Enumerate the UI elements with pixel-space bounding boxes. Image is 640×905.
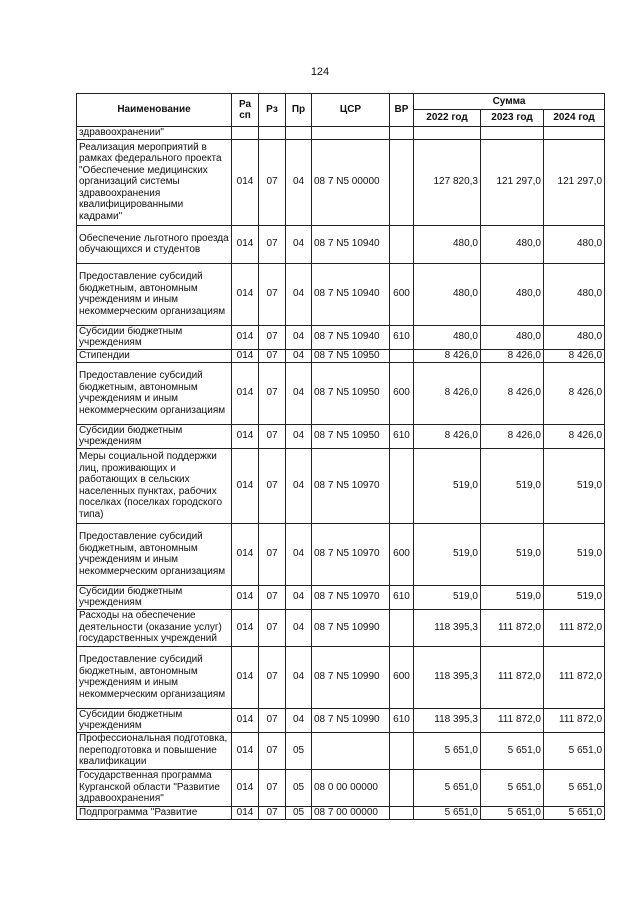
row-pr: 04 xyxy=(286,708,312,732)
row-sum-2022: 519,0 xyxy=(414,585,481,609)
row-rasp: 014 xyxy=(232,732,259,769)
row-sum-2023 xyxy=(481,127,544,140)
row-sum-2023: 111 872,0 xyxy=(481,708,544,732)
row-name: Предоставление субсидий бюджетным, автономным учреждениям и иным некоммерческим организациям xyxy=(77,263,232,325)
row-sum-2022: 480,0 xyxy=(414,263,481,325)
row-sum-2024 xyxy=(544,127,605,140)
row-pr: 04 xyxy=(286,362,312,424)
row-name: Профессиональная подготовка, переподготовка и повышение квалификации xyxy=(77,732,232,769)
row-sum-2024: 8 426,0 xyxy=(544,349,605,362)
row-sum-2024: 519,0 xyxy=(544,585,605,609)
row-csr: 08 7 N5 10970 xyxy=(312,523,390,585)
row-sum-2022: 118 395,3 xyxy=(414,646,481,708)
row-sum-2023: 5 651,0 xyxy=(481,769,544,806)
row-csr: 08 0 00 00000 xyxy=(312,769,390,806)
header-rz: Рз xyxy=(259,94,286,127)
row-sum-2022: 519,0 xyxy=(414,523,481,585)
row-name: Предоставление субсидий бюджетным, автономным учреждениям и иным некоммерческим организациям xyxy=(77,523,232,585)
row-sum-2022: 519,0 xyxy=(414,448,481,523)
row-csr: 08 7 N5 10990 xyxy=(312,708,390,732)
row-rz: 07 xyxy=(259,349,286,362)
row-csr: 08 7 N5 10940 xyxy=(312,225,390,263)
row-rasp: 014 xyxy=(232,362,259,424)
row-sum-2023: 8 426,0 xyxy=(481,349,544,362)
row-sum-2024: 480,0 xyxy=(544,263,605,325)
row-csr xyxy=(312,732,390,769)
row-sum-2024: 519,0 xyxy=(544,523,605,585)
row-vr xyxy=(390,806,414,819)
row-pr: 04 xyxy=(286,263,312,325)
row-csr: 08 7 N5 10950 xyxy=(312,424,390,448)
row-rasp: 014 xyxy=(232,325,259,349)
row-vr: 600 xyxy=(390,362,414,424)
row-csr: 08 7 N5 10940 xyxy=(312,325,390,349)
row-csr: 08 7 N5 10970 xyxy=(312,585,390,609)
row-vr: 610 xyxy=(390,325,414,349)
row-sum-2024: 519,0 xyxy=(544,448,605,523)
row-csr: 08 7 N5 10950 xyxy=(312,349,390,362)
row-name: Реализация мероприятий в рамках федерального проекта "Обеспечение медицинских организаций системы здравоохранения квалифицированными кадрами" xyxy=(77,139,232,225)
row-sum-2024: 5 651,0 xyxy=(544,769,605,806)
row-rz: 07 xyxy=(259,769,286,806)
row-sum-2023: 121 297,0 xyxy=(481,139,544,225)
row-name: Меры социальной поддержки лиц, проживающих и работающих в сельских населенных пунктах, рабочих поселках (поселках городского типа) xyxy=(77,448,232,523)
row-pr: 04 xyxy=(286,225,312,263)
row-sum-2022: 5 651,0 xyxy=(414,806,481,819)
row-vr xyxy=(390,769,414,806)
row-sum-2023: 519,0 xyxy=(481,448,544,523)
row-rasp: 014 xyxy=(232,609,259,646)
row-rz: 07 xyxy=(259,585,286,609)
row-sum-2022: 480,0 xyxy=(414,325,481,349)
row-vr xyxy=(390,127,414,140)
table-row xyxy=(77,448,605,523)
row-rasp: 014 xyxy=(232,139,259,225)
row-sum-2024: 480,0 xyxy=(544,325,605,349)
row-sum-2023: 5 651,0 xyxy=(481,806,544,819)
row-rz: 07 xyxy=(259,325,286,349)
table-body xyxy=(77,127,605,820)
row-sum-2023: 111 872,0 xyxy=(481,609,544,646)
table-row xyxy=(77,732,605,769)
row-sum-2024: 480,0 xyxy=(544,225,605,263)
row-sum-2023: 519,0 xyxy=(481,523,544,585)
row-csr xyxy=(312,127,390,140)
row-rz: 07 xyxy=(259,609,286,646)
row-pr: 04 xyxy=(286,424,312,448)
row-csr: 08 7 N5 00000 xyxy=(312,139,390,225)
header-pr: Пр xyxy=(286,94,312,127)
row-csr: 08 7 N5 10950 xyxy=(312,362,390,424)
row-rasp: 014 xyxy=(232,523,259,585)
table-row xyxy=(77,585,605,609)
row-rasp: 014 xyxy=(232,769,259,806)
row-pr: 04 xyxy=(286,609,312,646)
row-sum-2024: 111 872,0 xyxy=(544,646,605,708)
row-vr: 610 xyxy=(390,585,414,609)
row-pr: 05 xyxy=(286,806,312,819)
row-sum-2024: 5 651,0 xyxy=(544,732,605,769)
row-rz: 07 xyxy=(259,806,286,819)
row-vr xyxy=(390,139,414,225)
row-pr: 04 xyxy=(286,448,312,523)
row-rasp xyxy=(232,127,259,140)
row-rz: 07 xyxy=(259,523,286,585)
row-sum-2024: 111 872,0 xyxy=(544,708,605,732)
row-rz: 07 xyxy=(259,732,286,769)
table-row xyxy=(77,424,605,448)
row-vr: 610 xyxy=(390,708,414,732)
budget-table xyxy=(76,93,605,820)
row-pr: 04 xyxy=(286,646,312,708)
row-sum-2023: 480,0 xyxy=(481,225,544,263)
row-pr: 04 xyxy=(286,139,312,225)
row-sum-2022: 127 820,3 xyxy=(414,139,481,225)
row-name: Субсидии бюджетным учреждениям xyxy=(77,325,232,349)
header-year-2022: 2022 год xyxy=(414,110,481,127)
row-sum-2023: 480,0 xyxy=(481,263,544,325)
row-sum-2024: 111 872,0 xyxy=(544,609,605,646)
table-row xyxy=(77,225,605,263)
row-sum-2024: 8 426,0 xyxy=(544,362,605,424)
row-sum-2022 xyxy=(414,127,481,140)
row-vr: 600 xyxy=(390,263,414,325)
row-rasp: 014 xyxy=(232,646,259,708)
row-rz: 07 xyxy=(259,225,286,263)
row-name: Государственная программа Курганской области "Развитие здравоохранения" xyxy=(77,769,232,806)
row-sum-2022: 8 426,0 xyxy=(414,424,481,448)
row-sum-2023: 480,0 xyxy=(481,325,544,349)
row-name: Расходы на обеспечение деятельности (оказание услуг) государственных учреждений xyxy=(77,609,232,646)
row-rz: 07 xyxy=(259,362,286,424)
page-number: 124 xyxy=(310,66,330,78)
row-pr: 05 xyxy=(286,732,312,769)
row-sum-2023: 519,0 xyxy=(481,585,544,609)
row-vr xyxy=(390,225,414,263)
row-vr xyxy=(390,349,414,362)
header-vr: ВР xyxy=(390,94,414,127)
header-sum: Сумма xyxy=(414,94,605,110)
row-name: Обеспечение льготного проезда обучающихся и студентов xyxy=(77,225,232,263)
table-row xyxy=(77,609,605,646)
header-year-2023: 2023 год xyxy=(481,110,544,127)
header-csr: ЦСР xyxy=(312,94,390,127)
row-pr: 04 xyxy=(286,585,312,609)
row-csr: 08 7 N5 10970 xyxy=(312,448,390,523)
table-row xyxy=(77,139,605,225)
row-sum-2024: 8 426,0 xyxy=(544,424,605,448)
row-sum-2022: 5 651,0 xyxy=(414,769,481,806)
table-header xyxy=(77,94,605,127)
row-pr: 04 xyxy=(286,325,312,349)
header-name: Наименование xyxy=(77,94,232,127)
table-row xyxy=(77,806,605,819)
row-vr: 600 xyxy=(390,523,414,585)
row-pr xyxy=(286,127,312,140)
row-rz: 07 xyxy=(259,263,286,325)
row-sum-2024: 121 297,0 xyxy=(544,139,605,225)
row-name: Стипендии xyxy=(77,349,232,362)
row-vr xyxy=(390,448,414,523)
row-csr: 08 7 N5 10990 xyxy=(312,609,390,646)
table-row xyxy=(77,646,605,708)
header-year-2024: 2024 год xyxy=(544,110,605,127)
row-sum-2022: 480,0 xyxy=(414,225,481,263)
row-pr: 04 xyxy=(286,349,312,362)
row-csr: 08 7 00 00000 xyxy=(312,806,390,819)
row-name: Субсидии бюджетным учреждениям xyxy=(77,708,232,732)
row-rasp: 014 xyxy=(232,448,259,523)
row-rz: 07 xyxy=(259,448,286,523)
row-vr: 610 xyxy=(390,424,414,448)
row-vr: 600 xyxy=(390,646,414,708)
table-row xyxy=(77,263,605,325)
row-rasp: 014 xyxy=(232,225,259,263)
row-sum-2022: 118 395,3 xyxy=(414,609,481,646)
row-rz: 07 xyxy=(259,139,286,225)
row-name: здравоохранении" xyxy=(77,127,232,140)
row-vr xyxy=(390,609,414,646)
table-row xyxy=(77,523,605,585)
row-rasp: 014 xyxy=(232,806,259,819)
table-row xyxy=(77,127,605,140)
row-pr: 05 xyxy=(286,769,312,806)
row-sum-2022: 5 651,0 xyxy=(414,732,481,769)
row-rasp: 014 xyxy=(232,585,259,609)
table-row xyxy=(77,769,605,806)
row-rz: 07 xyxy=(259,424,286,448)
table-row xyxy=(77,708,605,732)
row-rasp: 014 xyxy=(232,263,259,325)
row-name: Подпрограмма "Развитие xyxy=(77,806,232,819)
row-rz xyxy=(259,127,286,140)
row-sum-2023: 8 426,0 xyxy=(481,424,544,448)
row-vr xyxy=(390,732,414,769)
row-sum-2022: 8 426,0 xyxy=(414,362,481,424)
row-csr: 08 7 N5 10940 xyxy=(312,263,390,325)
row-rz: 07 xyxy=(259,708,286,732)
row-rz: 07 xyxy=(259,646,286,708)
row-rasp: 014 xyxy=(232,349,259,362)
row-pr: 04 xyxy=(286,523,312,585)
row-sum-2022: 8 426,0 xyxy=(414,349,481,362)
table-row xyxy=(77,362,605,424)
row-sum-2023: 5 651,0 xyxy=(481,732,544,769)
row-name: Предоставление субсидий бюджетным, автономным учреждениям и иным некоммерческим организациям xyxy=(77,362,232,424)
row-name: Субсидии бюджетным учреждениям xyxy=(77,585,232,609)
row-sum-2022: 118 395,3 xyxy=(414,708,481,732)
table-row xyxy=(77,325,605,349)
table-row xyxy=(77,349,605,362)
row-sum-2023: 111 872,0 xyxy=(481,646,544,708)
row-rasp: 014 xyxy=(232,708,259,732)
row-sum-2023: 8 426,0 xyxy=(481,362,544,424)
row-name: Предоставление субсидий бюджетным, автономным учреждениям и иным некоммерческим организациям xyxy=(77,646,232,708)
row-sum-2024: 5 651,0 xyxy=(544,806,605,819)
row-csr: 08 7 N5 10990 xyxy=(312,646,390,708)
row-name: Субсидии бюджетным учреждениям xyxy=(77,424,232,448)
header-rasp: Ра сп xyxy=(232,94,259,127)
row-rasp: 014 xyxy=(232,424,259,448)
